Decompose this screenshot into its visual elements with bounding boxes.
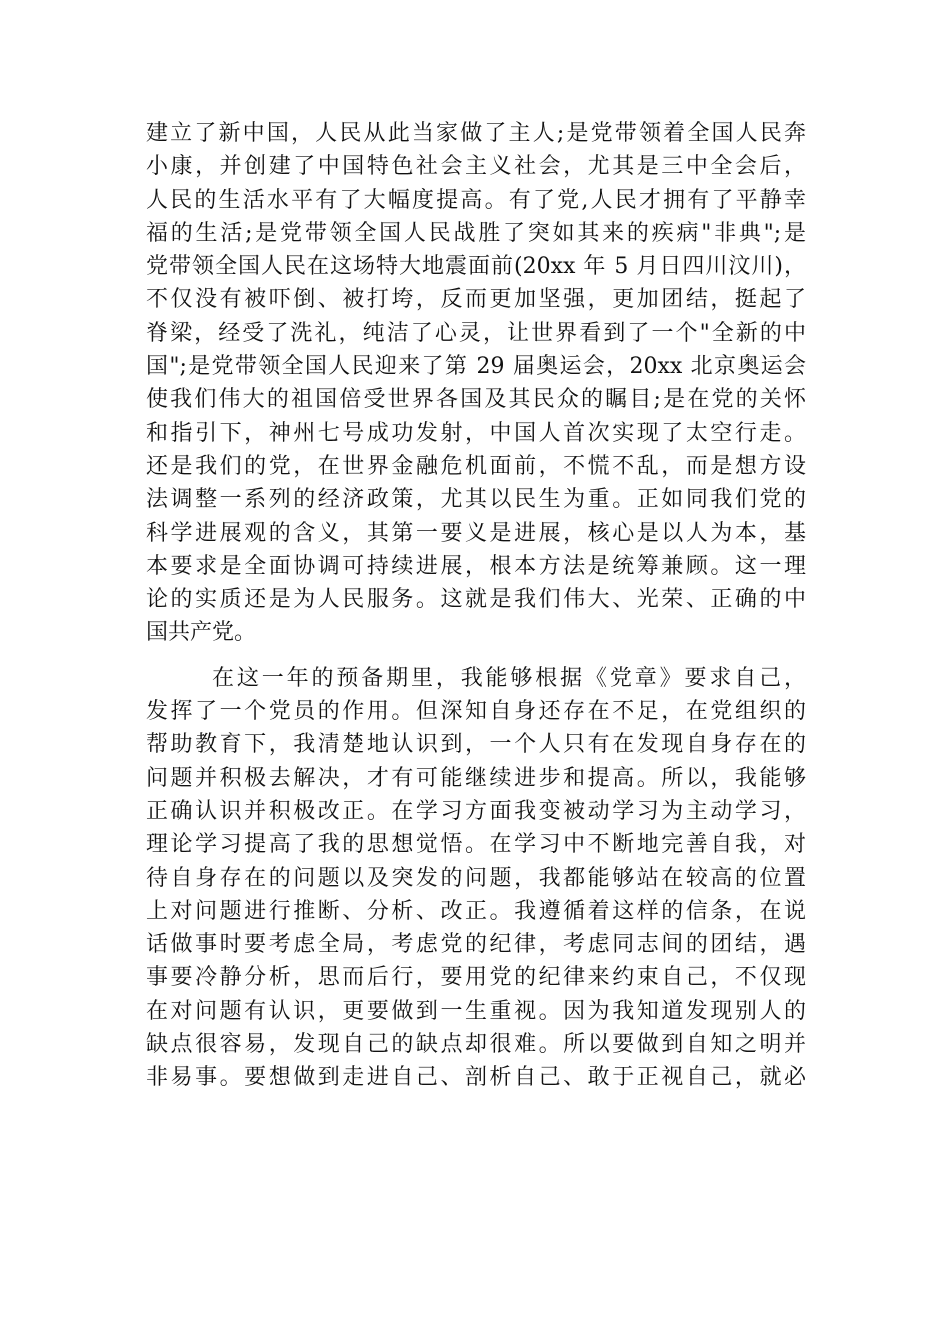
text-line: 非易事。要想做到走进自己、剖析自己、敢于正视自己，就必 <box>146 1065 806 1091</box>
text-line: 事要冷静分析，思而后行，要用党的纪律来约束自己，不仅现 <box>146 965 806 991</box>
text-line: 帮助教育下，我清楚地认识到，一个人只有在发现自身存在的 <box>146 732 806 758</box>
text-line: 话做事时要考虑全局，考虑党的纪律，考虑同志间的团结，遇 <box>146 932 806 958</box>
text-line: 不仅没有被吓倒、被打垮，反而更加坚强，更加团结，挺起了 <box>146 287 806 313</box>
text-line: 论的实质还是为人民服务。这就是我们伟大、光荣、正确的中 <box>146 587 806 613</box>
paragraph-2 <box>146 662 806 1095</box>
text-line: 上对问题进行推断、分析、改正。我遵循着这样的信条，在说 <box>146 898 806 924</box>
document-body <box>146 117 806 1095</box>
paragraph-spacing <box>146 650 806 662</box>
text-line: 缺点很容易，发现自己的缺点却很难。所以要做到自知之明并 <box>146 1032 806 1058</box>
text-line: 待自身存在的问题以及突发的问题，我都能够站在较高的位置 <box>146 865 806 891</box>
text-line: 使我们伟大的祖国倍受世界各国及其民众的瞩目;是在党的关怀 <box>146 387 806 413</box>
text-line: 正确认识并积极改正。在学习方面我变被动学习为主动学习， <box>146 798 806 824</box>
text-line: 在对问题有认识，更要做到一生重视。因为我知道发现别人的 <box>146 998 806 1024</box>
text-line: 和指引下，神州七号成功发射，中国人首次实现了太空行走。 <box>146 420 806 446</box>
text-line: 理论学习提高了我的思想觉悟。在学习中不断地完善自我，对 <box>146 832 806 858</box>
text-line: 国共产党。 <box>146 620 257 646</box>
text-line: 小康，并创建了中国特色社会主义社会，尤其是三中全会后， <box>146 154 806 180</box>
text-line: 问题并积极去解决，才有可能继续进步和提高。所以，我能够 <box>146 765 806 791</box>
paragraph-1 <box>146 117 806 650</box>
text-line: 脊梁，经受了洗礼，纯洁了心灵，让世界看到了一个"全新的中 <box>146 320 806 346</box>
text-line: 福的生活;是党带领全国人民战胜了突如其来的疾病"非典";是 <box>146 220 806 246</box>
text-line: 发挥了一个党员的作用。但深知自身还存在不足，在党组织的 <box>146 699 806 725</box>
text-line: 国";是党带领全国人民迎来了第 29 届奥运会，20xx 北京奥运会 <box>146 354 806 380</box>
text-line: 党带领全国人民在这场特大地震面前(20xx 年 5 月日四川汶川)， <box>146 254 806 280</box>
text-line: 法调整一系列的经济政策，尤其以民生为重。正如同我们党的 <box>146 487 806 513</box>
text-line: 在这一年的预备期里，我能够根据《党章》要求自己， <box>212 665 806 691</box>
text-line: 科学进展观的含义，其第一要义是进展，核心是以人为本，基 <box>146 520 806 546</box>
text-line: 建立了新中国，人民从此当家做了主人;是党带领着全国人民奔 <box>146 121 806 146</box>
text-line: 人民的生活水平有了大幅度提高。有了党,人民才拥有了平静幸 <box>146 187 806 213</box>
text-line: 还是我们的党，在世界金融危机面前，不慌不乱，而是想方设 <box>146 453 806 479</box>
text-line: 本要求是全面协调可持续进展，根本方法是统筹兼顾。这一理 <box>146 553 806 579</box>
